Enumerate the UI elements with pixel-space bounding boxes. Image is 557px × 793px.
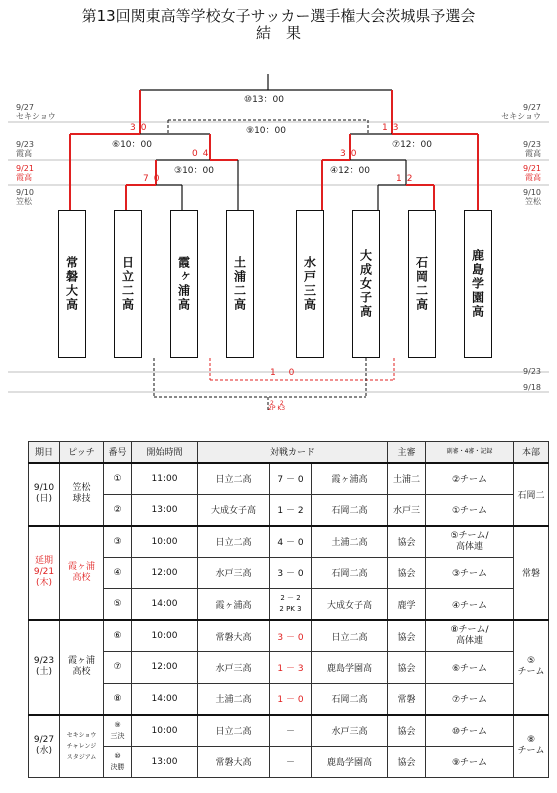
pitch-cell: 霞ヶ浦 高校	[60, 526, 104, 621]
referee: 協会	[388, 620, 426, 652]
match-number: ③	[104, 526, 132, 558]
away-team: 鹿島学園高	[312, 746, 388, 778]
home-team: 水戸三高	[198, 557, 270, 589]
referee: 協会	[388, 715, 426, 747]
hq-cell: 石岡二	[514, 463, 549, 526]
assistant-referee: ⑦チーム	[426, 683, 514, 715]
header-start-time: 開始時間	[132, 442, 198, 463]
team-box-2	[114, 210, 142, 358]
match-6-score: 30	[130, 123, 152, 133]
referee: 鹿学	[388, 589, 426, 621]
match-7-score: 13	[382, 123, 404, 133]
header-hq: 本部	[514, 442, 549, 463]
home-team: 日立二高	[198, 526, 270, 558]
match-8-score: 1 0	[270, 368, 300, 378]
assistant-referee: ⑤チーム/ 高体連	[426, 526, 514, 558]
away-team: 日立二高	[312, 620, 388, 652]
referee: 協会	[388, 652, 426, 684]
team-name: 鹿島学園高	[470, 249, 485, 319]
match-number: ⑤	[104, 589, 132, 621]
match-6-label: ⑥10：00	[112, 140, 152, 150]
team-name: 日立二高	[120, 256, 135, 312]
start-time: 10:00	[132, 620, 198, 652]
home-team: 大成女子高	[198, 494, 270, 526]
match-score: 1 － 2	[270, 494, 312, 526]
home-team: 常磐大高	[198, 620, 270, 652]
away-team: 土浦二高	[312, 526, 388, 558]
header-matchup: 対戦カード	[198, 442, 388, 463]
pitch-cell: 笠松 球技	[60, 463, 104, 526]
team-box-8	[464, 210, 492, 358]
right-date-4: 9/10 笠松	[523, 188, 541, 206]
assistant-referee: ⑨チーム	[426, 746, 514, 778]
start-time: 14:00	[132, 683, 198, 715]
match-number: ⑥	[104, 620, 132, 652]
home-team: 日立二高	[198, 715, 270, 747]
match-number: ⑩ 決勝	[104, 746, 132, 778]
match-score: 2 － 2 2 PK 3	[270, 589, 312, 621]
home-team: 水戸三高	[198, 652, 270, 684]
team-name: 水戸三高	[302, 256, 317, 312]
away-team: 石岡二高	[312, 494, 388, 526]
match-score: －	[270, 746, 312, 778]
team-box-7	[408, 210, 436, 358]
match-score: 4 － 0	[270, 526, 312, 558]
schedule-row	[29, 683, 549, 715]
header-pitch: ピッチ	[60, 442, 104, 463]
start-time: 11:00	[132, 463, 198, 495]
start-time: 13:00	[132, 494, 198, 526]
match-7-label: ⑦12：00	[392, 140, 432, 150]
assistant-referee: ④チーム	[426, 589, 514, 621]
hq-cell: ⑤ チーム	[514, 620, 549, 715]
schedule-row	[29, 746, 549, 778]
match-3-label: ③10：00	[174, 166, 214, 176]
start-time: 10:00	[132, 715, 198, 747]
team-name: 石岡二高	[414, 256, 429, 312]
referee: 水戸三	[388, 494, 426, 526]
start-time: 12:00	[132, 557, 198, 589]
team-name: 霞ヶ浦高	[176, 256, 191, 312]
match-score: 3 － 0	[270, 557, 312, 589]
pitch-cell: セキショウ チャレンジ スタジアム	[60, 715, 104, 778]
match-number: ⑧	[104, 683, 132, 715]
assistant-referee: ⑥チーム	[426, 652, 514, 684]
assistant-referee: ⑩チーム	[426, 715, 514, 747]
schedule-row	[29, 620, 549, 652]
schedule-row	[29, 526, 549, 558]
home-team: 常磐大高	[198, 746, 270, 778]
match-score: 7 － 0	[270, 463, 312, 495]
referee: 常磐	[388, 683, 426, 715]
team-box-5	[296, 210, 324, 358]
match-2-score: 12	[396, 174, 418, 184]
schedule-row	[29, 557, 549, 589]
match-number: ④	[104, 557, 132, 589]
left-date-3: 9/21 霞高	[16, 164, 34, 182]
header-assistant: 副審・4審・記録	[426, 442, 514, 463]
home-team: 日立二高	[198, 463, 270, 495]
schedule-table	[28, 441, 549, 778]
team-box-6	[352, 210, 380, 358]
referee: 協会	[388, 746, 426, 778]
match-4-score: 30	[340, 149, 362, 159]
team-box-4	[226, 210, 254, 358]
schedule-header-row	[29, 442, 549, 463]
away-team: 石岡二高	[312, 683, 388, 715]
match-score: 1 － 3	[270, 652, 312, 684]
date-cell: 9/23 (土)	[29, 620, 60, 715]
header-referee: 主審	[388, 442, 426, 463]
date-cell: 9/10 (日)	[29, 463, 60, 526]
referee: 協会	[388, 526, 426, 558]
away-team: 霞ヶ浦高	[312, 463, 388, 495]
schedule-row	[29, 715, 549, 747]
team-name: 土浦二高	[232, 256, 247, 312]
home-team: 霞ヶ浦高	[198, 589, 270, 621]
header-date: 期日	[29, 442, 60, 463]
match-5-score-main: 2 2	[270, 400, 284, 407]
match-number: ①	[104, 463, 132, 495]
right-date-2: 9/23 霞高	[523, 140, 541, 158]
date-cell: 9/27 (水)	[29, 715, 60, 778]
left-date-2: 9/23 霞高	[16, 140, 34, 158]
team-name: 常磐大高	[64, 256, 79, 312]
away-team: 水戸三高	[312, 715, 388, 747]
header-number: 番号	[104, 442, 132, 463]
assistant-referee: ③チーム	[426, 557, 514, 589]
referee: 土浦二	[388, 463, 426, 495]
bottom-date-1: 9/23	[523, 367, 541, 376]
team-name: 大成女子高	[358, 249, 373, 319]
start-time: 13:00	[132, 746, 198, 778]
hq-cell: 常磐	[514, 526, 549, 621]
match-number: ⑦	[104, 652, 132, 684]
match-3-score: 04	[192, 149, 214, 159]
match-number: ②	[104, 494, 132, 526]
match-9-label: ⑨10：00	[246, 126, 286, 136]
start-time: 12:00	[132, 652, 198, 684]
pitch-cell: 霞ヶ浦 高校	[60, 620, 104, 715]
match-4-label: ④12：00	[330, 166, 370, 176]
team-box-1	[58, 210, 86, 358]
match-score: 3 － 0	[270, 620, 312, 652]
away-team: 鹿島学園高	[312, 652, 388, 684]
right-date-3: 9/21 霞高	[523, 164, 541, 182]
right-date-1: 9/27 セキショウ	[501, 103, 541, 121]
match-10-label: ⑩13：00	[244, 95, 284, 105]
page-subtitle: 結 果	[255, 24, 301, 42]
left-date-4: 9/10 笠松	[16, 188, 34, 206]
match-score: 1 － 0	[270, 683, 312, 715]
match-1-score: 70	[143, 174, 165, 184]
match-number: ⑨ 三決	[104, 715, 132, 747]
match-score: －	[270, 715, 312, 747]
schedule-row	[29, 494, 549, 526]
bottom-date-2: 9/18	[523, 383, 541, 392]
left-date-1: 9/27 セキショウ	[16, 103, 56, 121]
assistant-referee: ①チーム	[426, 494, 514, 526]
schedule-row	[29, 463, 549, 495]
assistant-referee: ②チーム	[426, 463, 514, 495]
home-team: 土浦二高	[198, 683, 270, 715]
schedule-row	[29, 589, 549, 621]
match-5-score-pk: 2P K3	[268, 405, 286, 412]
assistant-referee: ⑧チーム/ 高体連	[426, 620, 514, 652]
away-team: 大成女子高	[312, 589, 388, 621]
date-cell: 延期 9/21 (木)	[29, 526, 60, 621]
start-time: 10:00	[132, 526, 198, 558]
team-box-3	[170, 210, 198, 358]
page-title: 第13回関東高等学校女子サッカー選手権大会茨城県予選会	[81, 7, 476, 25]
away-team: 石岡二高	[312, 557, 388, 589]
start-time: 14:00	[132, 589, 198, 621]
hq-cell: ⑧ チーム	[514, 715, 549, 778]
schedule-row	[29, 652, 549, 684]
referee: 協会	[388, 557, 426, 589]
